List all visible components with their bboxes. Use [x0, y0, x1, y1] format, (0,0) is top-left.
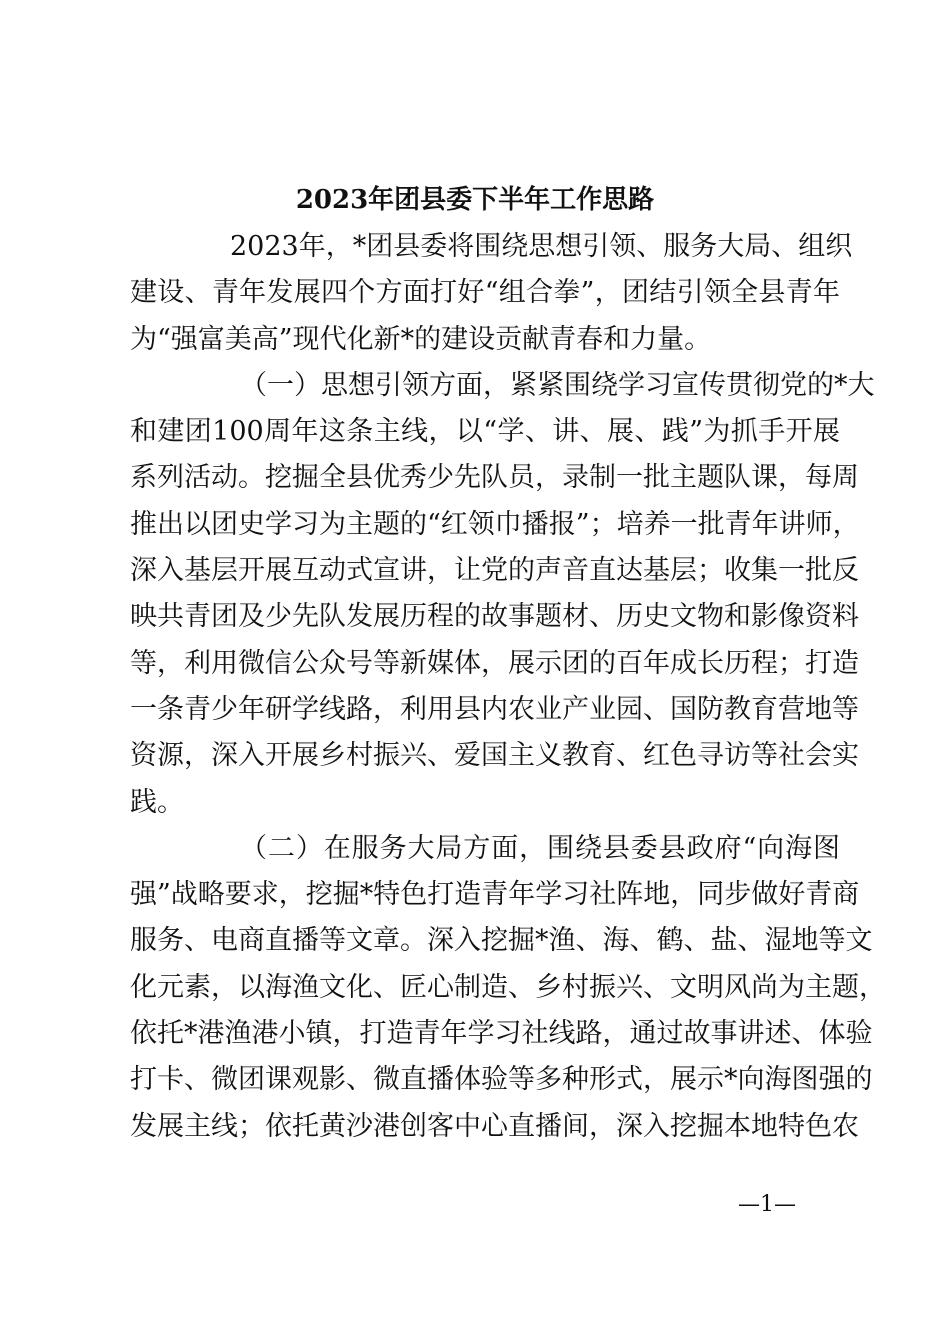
- text-line: 和建团100周年这条主线，以“学、讲、展、践”为抓手开展: [130, 416, 840, 448]
- paragraph: [130, 826, 886, 1150]
- text-line: 一条青少年研学线路，利用县内农业产业园、国防教育营地等: [130, 693, 859, 725]
- text-line: 推出以团史学习为主题的“红领巾播报”；培养一批青年讲师，: [130, 508, 860, 540]
- text-line: 系列活动。挖掘全县优秀少先队员，录制一批主题队课，每周: [130, 462, 859, 494]
- text-line: （二）在服务大局方面，围绕县委县政府“向海图: [240, 832, 840, 864]
- page-number: —1—: [738, 1192, 796, 1217]
- text-line: 建设、青年发展四个方面打好“组合拳”，团结引领全县青年: [130, 277, 840, 309]
- paragraph: [130, 363, 875, 826]
- document-title: 2023年团县委下半年工作思路: [295, 185, 655, 215]
- text-line: 践。: [130, 786, 184, 818]
- text-line: （一）思想引领方面，紧紧围绕学习宣传贯彻党的*大: [240, 369, 875, 401]
- text-line: 打卡、微团课观影、微直播体验等多种形式，展示*向海图强的: [130, 1064, 873, 1096]
- text-line: 等，利用微信公众号等新媒体，展示团的百年成长历程；打造: [130, 647, 859, 679]
- text-line: 发展主线；依托黄沙港创客中心直播间，深入挖掘本地特色农: [130, 1110, 859, 1142]
- text-line: 为“强富美高”现代化新*的建设贡献青春和力量。: [130, 323, 712, 355]
- text-line: 深入基层开展互动式宣讲，让党的声音直达基层；收集一批反: [130, 555, 859, 587]
- text-line: 化元素，以海渔文化、匠心制造、乡村振兴、文明风尚为主题，: [130, 971, 886, 1003]
- text-line: 服务、电商直播等文章。深入挖掘*渔、海、鹤、盐、湿地等文: [130, 925, 873, 957]
- text-line: 依托*港渔港小镇，打造青年学习社线路，通过故事讲述、体验: [130, 1018, 873, 1050]
- text-line: 2023年，*团县委将围绕思想引领、服务大局、组织: [230, 231, 853, 262]
- text-line: 强”战略要求，挖掘*特色打造青年学习社阵地，同步做好青商: [130, 879, 860, 911]
- text-line: 映共青团及少先队发展历程的故事题材、历史文物和影像资料: [130, 601, 859, 633]
- paragraph: [130, 224, 853, 363]
- text-line: 资源，深入开展乡村振兴、爱国主义教育、红色寻访等社会实: [130, 740, 859, 772]
- document-body: [130, 224, 886, 1150]
